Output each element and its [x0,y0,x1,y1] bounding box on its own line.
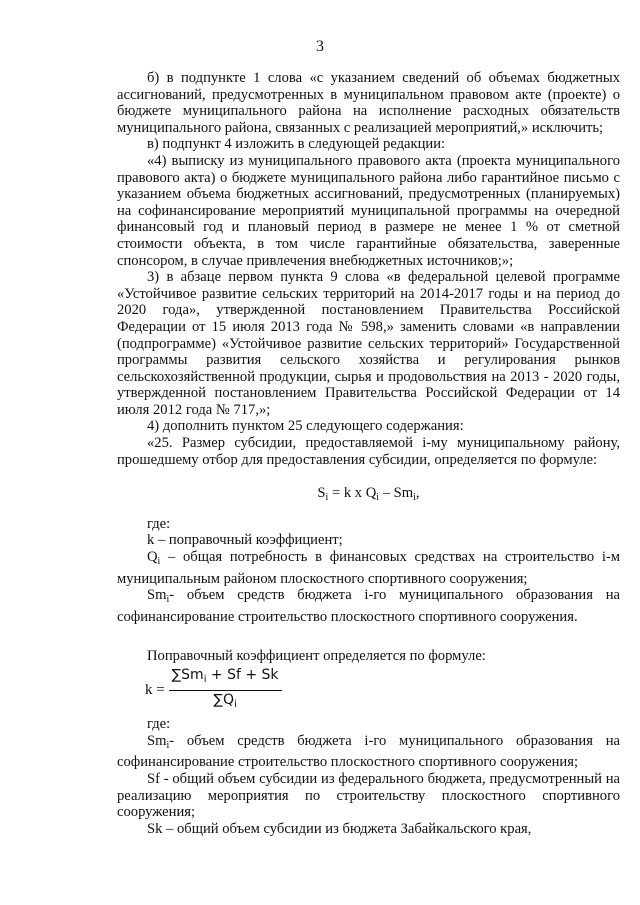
def-sm: $Sm_i-$ объем средств бюджета i-го муниципального образования на софинансирование строительство плоскостного спортивного сооружения. [117,587,620,625]
paragraph-b: б) в подпункте 1 слова «с указанием сведений об объемах бюджетных ассигнований, предусмотренных в муниципальном правовом акте (проекте) о бюджете муниципального района на исполнение расходных обязательств муниципального района, связанных с реализацией мероприятий,» исключить; [117,70,620,136]
fraction-denominator: $\sum Q_i$ [213,691,237,710]
coefficient-intro: Поправочный коэффициент определяется по формуле: [147,648,486,665]
formula-subsidy: $S_i = k$ x $Q_i - Sm_i$, [317,485,420,504]
def-q: $Q_i$ – общая потребность в финансовых средствах на строительство i-м муниципальным районом плоскостного спортивного сооружения; [117,549,620,587]
def-sk: Sk – общий объем субсидии из бюджета Забайкальского края, [147,820,532,837]
where-label-2: где: [147,716,171,733]
paragraph-4-add: 4) дополнить пунктом 25 следующего содержания: [147,418,464,435]
def-k: k – поправочный коэффициент; [147,532,343,549]
paragraph-subitem-4: «4) выписку из муниципального правового акта (проекта муниципального правового акта) о бюджете муниципального района либо гарантийное письмо с указанием объема бюджетных ассигнований, предусмотренных (планируемых) на софинансирование мероприятий муниципальной программы на очередной финансовый год и плановый период в размере не менее 1 % от сметной стоимости объекта, в том числе гарантийные обязательства, заверенные спонсором, в случае привлечения внебюджетных источников;»; [117,152,620,269]
spacer [117,625,620,648]
def-sm-2: $Sm_i-$ объем средств бюджета i-го муниципального образования на софинансирование строительство плоскостного спортивного сооружения; [117,732,620,771]
def-sf: Sf - общий объем субсидии из федерального бюджета, предусмотренный на реализацию мероприятия по строительству плоскостного спортивного сооружения; [117,770,620,821]
formula-coefficient: k = $\frac{\sum Sm_i + Sf + Sk}{\sum Q_i}$ [117,667,620,713]
fraction [169,667,282,713]
paragraph-25: «25. Размер субсидии, предоставляемой i-му муниципальному району, прошедшему отбор для предоставления субсидии, определяется по формуле: [117,435,620,468]
paragraph-v: в) подпункт 4 изложить в следующей редакции: [147,136,446,153]
page-number: 3 [316,38,324,55]
paragraph-3: 3) в абзаце первом пункта 9 слова «в федеральной целевой программе «Устойчивое развитие сельских территорий на 2014-2017 годы и на период до 2020 года», утвержденной постановлением Правительства Российской Федерации от 15 июля 2013 года № 598,» заменить словами «в направлении (подпрограмме) «Устойчивое развитие сельских территорий» Государственной программы развития сельского хозяйства и регулирования рынков сельскохозяйственной продукции, сырья и продовольствия на 2013 - 2020 годы, утвержденной постановлением Правительства Российской Федерации от 14 июля 2012 года № 717,»; [117,269,620,418]
document-body [117,70,620,837]
where-label: где: [147,515,171,532]
fraction-numerator: $\sum Sm_i + Sf + Sk$ [169,667,282,691]
